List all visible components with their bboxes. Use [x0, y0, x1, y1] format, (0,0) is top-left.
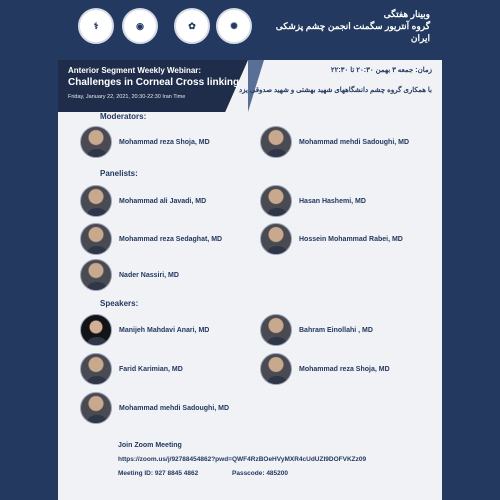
- webinar-date: Friday, January 22, 2021, 20:30-22:30 Iran Time: [68, 94, 186, 100]
- person-name: Mohammad reza Shoja, MD: [119, 138, 210, 146]
- person-name: Hasan Hashemi, MD: [299, 197, 366, 205]
- banner: [58, 60, 442, 112]
- logo-3: ✿: [174, 8, 210, 44]
- person-name: Hossein Mohammad Rabei, MD: [299, 235, 403, 243]
- webinar-label: Anterior Segment Weekly Webinar:: [68, 66, 202, 75]
- speaker: [80, 392, 229, 424]
- avatar: [80, 314, 112, 346]
- zoom-link[interactable]: https://zoom.us/j/92788454862?pwd=QWF4RzBOeHVyMXR4cUdUZI9DOFVKZz09: [118, 456, 367, 463]
- avatar: [80, 259, 112, 291]
- avatar: [80, 185, 112, 217]
- avatar: [80, 126, 112, 158]
- persian-collaboration: با همکاری گروه چشم دانشگاههای شهید بهشتی و شهید صدوقی یزد: [239, 87, 432, 94]
- person-name: Bahram Einollahi , MD: [299, 326, 373, 334]
- person-name: Manijeh Mahdavi Anari, MD: [119, 326, 210, 334]
- panelist: [80, 259, 179, 291]
- header: [58, 0, 442, 60]
- person-name: Mohammad ali Javadi, MD: [119, 197, 207, 205]
- webinar-poster: [58, 0, 442, 500]
- speaker: [80, 353, 183, 385]
- speaker: [260, 314, 373, 346]
- passcode: Passcode: 485200: [232, 470, 289, 477]
- persian-title: [260, 8, 430, 44]
- avatar: [80, 392, 112, 424]
- person-name: Mohammad reza Shoja, MD: [299, 365, 390, 373]
- speakers-heading: Speakers:: [100, 299, 139, 308]
- person-name: Mohammad mehdi Sadoughi, MD: [299, 138, 410, 146]
- avatar: [260, 126, 292, 158]
- panelist: [80, 185, 206, 217]
- persian-title-line1: وبینار هفتگی: [383, 9, 430, 19]
- webinar-title: Challenges in Corneal Cross linking: [68, 77, 240, 88]
- zoom-heading: Join Zoom Meeting: [118, 442, 182, 449]
- person-name: Nader Nassiri, MD: [119, 271, 179, 279]
- avatar: [80, 353, 112, 385]
- moderator: [260, 126, 409, 158]
- persian-title-line2: گروه آنتریور سگمنت انجمن چشم پزشکی ایران: [275, 21, 430, 43]
- person-name: Farid Karimian, MD: [119, 365, 183, 373]
- speaker: [80, 314, 209, 346]
- moderator: [80, 126, 210, 158]
- speaker: [260, 353, 390, 385]
- panelists-heading: Panelists:: [100, 169, 138, 178]
- panelist: [80, 223, 222, 255]
- avatar: [260, 353, 292, 385]
- panelist: [260, 223, 403, 255]
- avatar: [260, 223, 292, 255]
- logo-4: ✺: [216, 8, 252, 44]
- logo-2: ◉: [122, 8, 158, 44]
- meeting-id: Meeting ID: 927 8845 4862: [118, 470, 199, 477]
- person-name: Mohammad reza Sedaghat, MD: [119, 235, 223, 243]
- avatar: [260, 314, 292, 346]
- panelist: [260, 185, 366, 217]
- logo-1: ⚕: [78, 8, 114, 44]
- moderators-heading: Moderators:: [100, 112, 147, 121]
- avatar: [80, 223, 112, 255]
- persian-date: زمان: جمعه ۳ بهمن ۲۰:۳۰ تا ۲۲:۳۰: [330, 67, 432, 74]
- person-name: Mohammad mehdi Sadoughi, MD: [119, 404, 230, 412]
- avatar: [260, 185, 292, 217]
